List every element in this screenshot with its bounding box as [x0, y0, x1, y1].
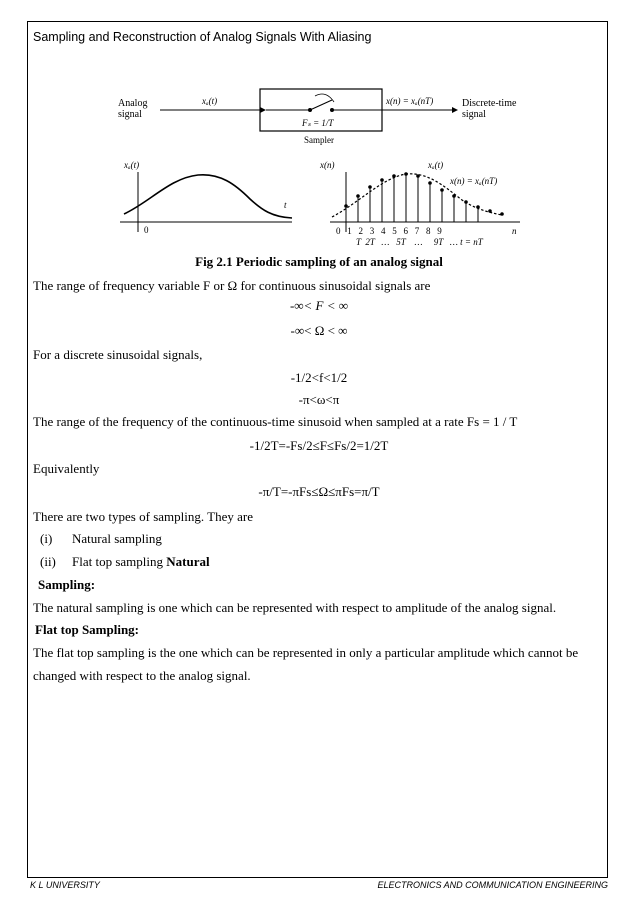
eq-discrete-omega: -π<ω<π [298, 392, 340, 407]
fs-label: Fₛ = 1/T [302, 118, 334, 128]
line-types: There are two types of sampling. They are [33, 509, 253, 524]
right-curve-label: xₐ(t) [428, 160, 444, 170]
list-item-num: (i) [40, 531, 53, 546]
list-item [72, 554, 210, 570]
left-ylabel: xₐ(t) [124, 160, 140, 170]
xn-eq-label: x(n) = xₐ(nT) [386, 96, 434, 106]
eq-continuous-f: -∞< F < ∞ [289, 298, 349, 313]
heading-natural-sampling: Sampling: [38, 577, 96, 592]
list-item-text: Flat top sampling [72, 554, 167, 569]
right-xlabel: n [512, 226, 517, 236]
list-item-bold: Natural [166, 554, 210, 569]
sampler-label: Sampler [304, 135, 334, 145]
list-item: Natural sampling [72, 531, 162, 546]
right-times: T 2T … 5T … 9T … t = nT [356, 237, 483, 247]
line-equivalently: Equivalently [33, 461, 100, 476]
left-zero: 0 [144, 225, 149, 235]
line-discrete: For a discrete sinusoidal signals, [33, 347, 203, 362]
para-natural-sampling: The natural sampling is one which can be represented with respect to amplitude of the analog signal. [33, 600, 557, 615]
right-ticks: 0 1 2 3 4 5 6 7 8 9 [336, 226, 442, 236]
input-arrowhead [260, 107, 266, 113]
para-flat-top-line-1: The flat top sampling is the one which can be represented in only a particular amplitude which cannot be [33, 645, 579, 660]
list-item-num: (ii) [40, 554, 56, 569]
analog-curve [124, 175, 292, 218]
analog-label-1: Analog [118, 98, 148, 109]
dt-label-1: Discrete-time [462, 98, 517, 109]
analog-label-2: signal [118, 109, 142, 120]
dt-label-2: signal [462, 109, 486, 120]
switch-arm [310, 100, 332, 110]
figure-caption: Fig 2.1 Periodic sampling of an analog signal [195, 254, 443, 269]
sampling-figure [110, 84, 530, 254]
footer-left: K L UNIVERSITY [30, 880, 100, 890]
line-freq-range: The range of frequency variable F or Ω for continuous sinusoidal signals are [33, 278, 431, 293]
page-header: Sampling and Reconstruction of Analog Signals With Aliasing [33, 30, 372, 44]
right-seq-label: x(n) = xₐ(nT) [450, 176, 498, 186]
output-arrowhead [452, 107, 458, 113]
xa-t-label: xₐ(t) [202, 96, 218, 106]
eq-sampled-omega: -π/T=-πFs≤Ω≤πFs=π/T [258, 484, 380, 499]
line-sampled-range: The range of the frequency of the continuous-time sinusoid when sampled at a rate Fs = 1 / T [33, 414, 518, 429]
right-ylabel: x(n) [320, 160, 335, 170]
para-flat-top-line-2: changed with respect to the analog signal. [33, 668, 251, 683]
heading-flat-top-sampling: Flat top Sampling: [35, 622, 140, 637]
footer-right: ELECTRONICS AND COMMUNICATION ENGINEERING [377, 880, 608, 890]
left-xlabel: t [284, 200, 287, 210]
eq-sampled-f: -1/2T=-Fs/2≤F≤Fs/2=1/2T [249, 438, 389, 453]
eq-continuous-omega: -∞< Ω < ∞ [290, 323, 348, 338]
eq-discrete-f: -1/2<f<1/2 [290, 370, 348, 385]
